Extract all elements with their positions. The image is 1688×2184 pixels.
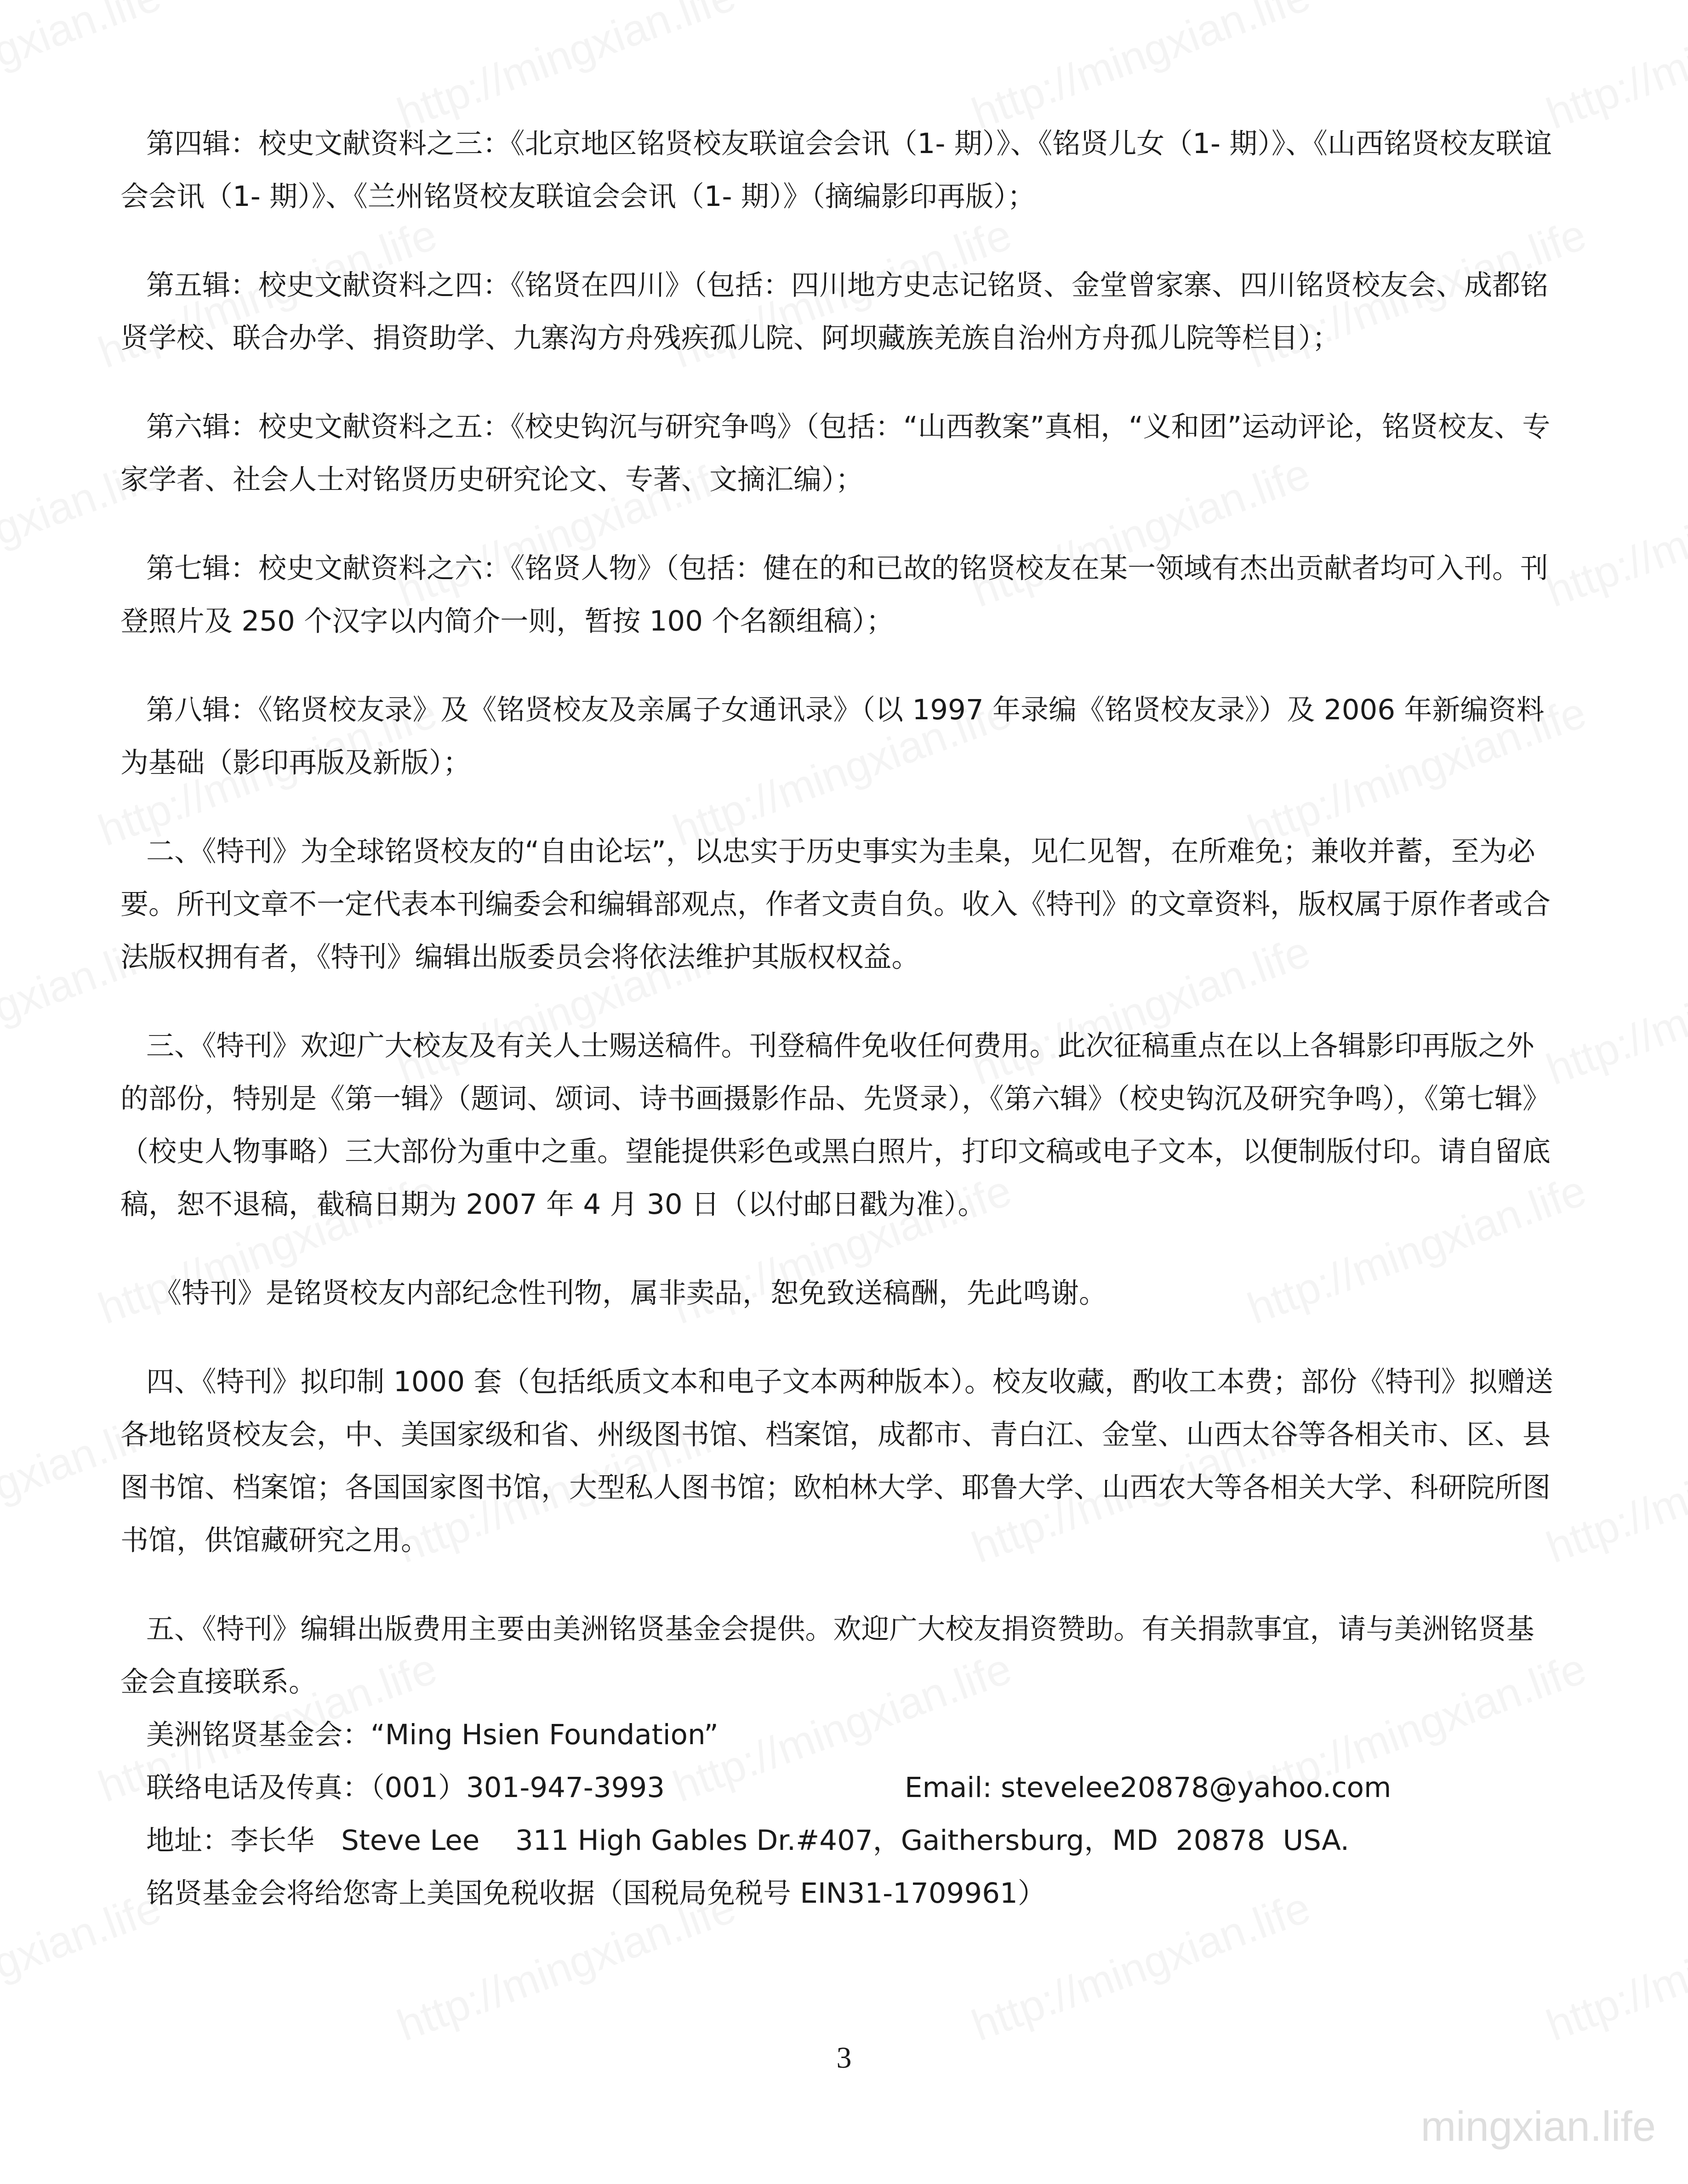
paragraph-section-5: 五、《特刊》编辑出版费用主要由美洲铭贤基金会提供。欢迎广大校友捐资赞助。有关捐款事宜，请与美洲铭贤基金会直接联系。: [120, 1613, 1534, 1698]
paragraph-vol8: 第八辑：《铭贤校友录》及《铭贤校友及亲属子女通讯录》（以 1997 年录编《铭贤校友录》）及 2006 年新编资料为基础（影印再版及新版）；: [120, 694, 1545, 779]
phone-email-row: [146, 1761, 1555, 1814]
phone-fax: 联络电话及传真：（001）301-947-3993: [146, 1771, 665, 1804]
watermark-text: [1540, 448, 1688, 617]
watermark-text: [1540, 0, 1688, 139]
paragraph-vol4: 第四辑：校史文献资料之三：《北京地区铭贤校友联谊会会讯（1- 期）》、《铭贤儿女（1- 期）》、《山西铭贤校友联谊会会讯（1- 期）》、《兰州铭贤校友联谊会会讯（1- 期）》（摘编影印再版）；: [120, 127, 1552, 213]
watermark-text: [1540, 1404, 1688, 1573]
mailing-address: 地址：李长华 Steve Lee 311 High Gables Dr.#407，Gaithersburg，MD 20878 USA.: [146, 1824, 1350, 1857]
paragraph-section-3: 三、《特刊》欢迎广大校友及有关人士赐送稿件。刊登稿件免收任何费用。此次征稿重点在以上各辑影印再版之外的部份，特别是《第一辑》（题词、颂词、诗书画摄影作品、先贤录），《第六辑》（校史钩沉及研究争鸣），《第七辑》（校史人物事略）三大部份为重中之重。望能提供彩色或黑白照片，打印文稿或电子文本，以便制版付印。请自留底稿，恕不退稿，截稿日期为 2007 年 4 月 30 日（以付邮日戳为准）。: [120, 1029, 1551, 1221]
page-number: 3: [836, 2041, 852, 2075]
email-address: Email: stevelee20878@yahoo.com: [905, 1771, 1391, 1804]
watermark-text: [1540, 1882, 1688, 2051]
document-body: [120, 117, 1555, 1920]
corner-watermark: mingxian.life: [1420, 2103, 1656, 2150]
paragraph-section-4: 四、《特刊》拟印制 1000 套（包括纸质文本和电子文本两种版本）。校友收藏，酌收工本费；部份《特刊》拟赠送各地铭贤校友会，中、美国家级和省、州级图书馆、档案馆，成都市、青白江、金堂、山西太谷等各相关市、区、县图书馆、档案馆；各国国家图书馆，大型私人图书馆；欧柏林大学、耶鲁大学、山西农大等各相关大学、科研院所图书馆，供馆藏研究之用。: [120, 1365, 1554, 1557]
paragraph-vol7: 第七辑：校史文献资料之六：《铭贤人物》（包括：健在的和已故的铭贤校友在某一领域有杰出贡献者均可入刊。刊登照片及 250 个汉字以内简介一则，暂按 100 个名额组稿）；: [120, 552, 1549, 637]
contact-block: [120, 1708, 1555, 1920]
paragraph-section-2: 二、《特刊》为全球铭贤校友的“自由论坛”，以忠实于历史事实为圭臬，见仁见智，在所难免；兼收并蓄，至为必要。所刊文章不一定代表本刊编委会和编辑部观点，作者文责自负。收入《特刊》的文章资料，版权属于原作者或合法版权拥有者，《特刊》编辑出版委员会将依法维护其版权权益。: [120, 835, 1551, 973]
foundation-name: 美洲铭贤基金会：“Ming Hsien Foundation”: [146, 1718, 719, 1751]
tax-receipt-note: 铭贤基金会将给您寄上美国免税收据（国税局免税号 EIN31-1709961）: [146, 1877, 1046, 1910]
paragraph-vol6: 第六辑：校史文献资料之五：《校史钩沉与研究争鸣》（包括：“山西教案”真相，“义和团”运动评论，铭贤校友、专家学者、社会人士对铭贤历史研究论文、专著、文摘汇编）；: [120, 410, 1551, 496]
watermark-text: [1540, 926, 1688, 1095]
paragraph-note: 《特刊》是铭贤校友内部纪念性刊物，属非卖品，恕免致送稿酬，先此鸣谢。: [154, 1277, 1107, 1309]
paragraph-vol5: 第五辑：校史文献资料之四：《铭贤在四川》（包括：四川地方史志记铭贤、金堂曾家寨、四川铭贤校友会、成都铭贤学校、联合办学、捐资助学、九寨沟方舟残疾孤儿院、阿坝藏族羌族自治州方舟孤儿院等栏目）；: [120, 269, 1549, 354]
